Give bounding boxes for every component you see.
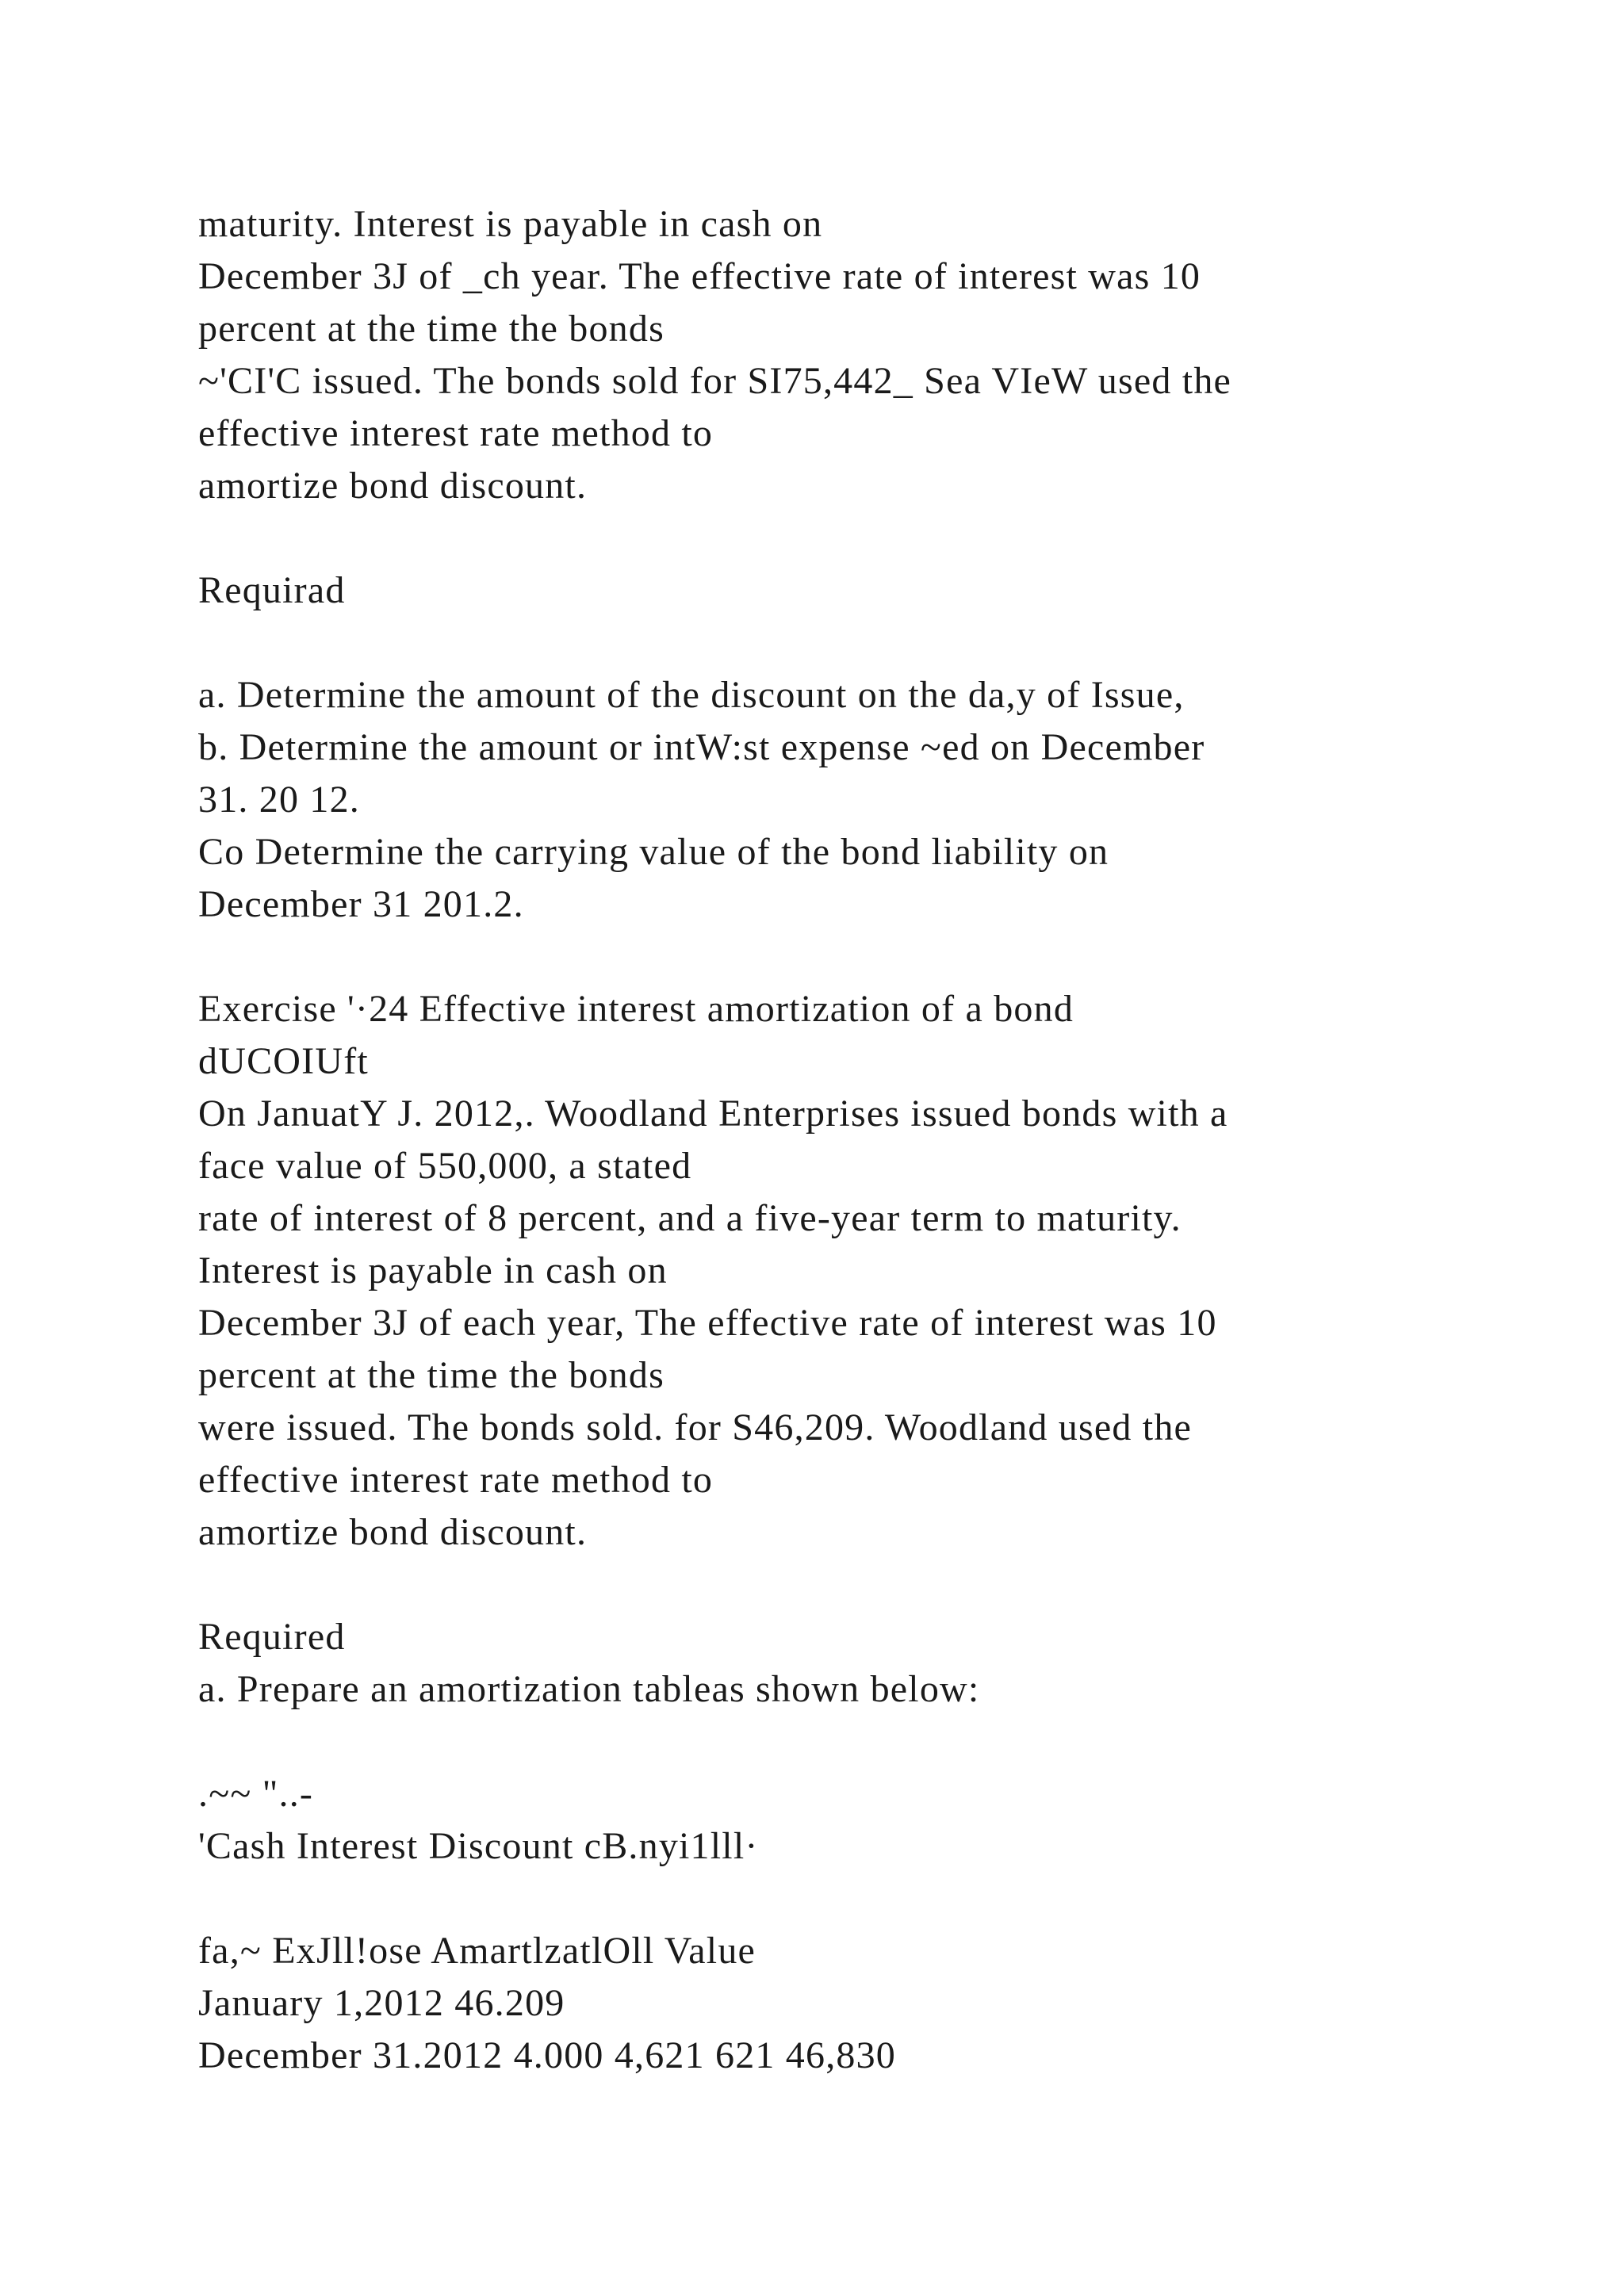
required-heading: Required: [198, 1616, 346, 1658]
text-line: maturity. Interest is payable in cash on: [198, 203, 823, 245]
required-item: Co Determine the carrying value of the bond liability on: [198, 831, 1109, 873]
required-list: [198, 669, 1546, 931]
spacer: [198, 931, 1546, 983]
required-heading: Requirad: [198, 569, 346, 611]
table-header-line: .~~ "..-: [198, 1773, 314, 1815]
document-text: [198, 198, 1546, 2082]
text-line: ~'CI'C issued. The bonds sold for SI75,442_ Sea VIeW used the: [198, 360, 1232, 402]
text-line: dUCOIUft: [198, 1040, 369, 1082]
table-header-line: 'Cash Interest Discount cB.nyi1lll·: [198, 1825, 759, 1867]
text-line: effective interest rate method to: [198, 1459, 714, 1501]
text-line: effective interest rate method to: [198, 412, 714, 454]
spacer: [198, 1873, 1546, 1925]
required-item: December 31 201.2.: [198, 883, 524, 925]
text-line: December 3J of _ch year. The effective rate of interest was 10: [198, 255, 1201, 297]
table-row: December 31.2012 4.000 4,621 621 46,830: [198, 2034, 897, 2076]
text-line: amortize bond discount.: [198, 465, 588, 507]
text-line: December 3J of each year, The effective rate of interest was 10: [198, 1302, 1217, 1344]
exercise-paragraph: [198, 983, 1546, 1559]
text-line: percent at the time the bonds: [198, 1354, 665, 1396]
required-item: 31. 20 12.: [198, 779, 360, 821]
text-line: Interest is payable in cash on: [198, 1249, 668, 1292]
text-line: face value of 550,000, a stated: [198, 1145, 692, 1187]
text-line: On JanuatY J. 2012,. Woodland Enterprises issued bonds with a: [198, 1093, 1228, 1135]
text-line: amortize bond discount.: [198, 1511, 588, 1553]
intro-paragraph: [198, 198, 1546, 512]
required-item: a. Determine the amount of the discount on the da,y of Issue,: [198, 674, 1185, 716]
exercise-title: Exercise '·24 Effective interest amortization of a bond: [198, 988, 1074, 1030]
text-line: percent at the time the bonds: [198, 308, 665, 350]
table-header: [198, 1768, 1546, 1873]
spacer: [198, 1716, 1546, 1768]
table-row: fa,~ ExJll!ose AmartlzatlOll Value: [198, 1930, 756, 1972]
required-item: a. Prepare an amortization tableas shown below:: [198, 1668, 980, 1710]
text-line: were issued. The bonds sold. for S46,209. Woodland used the: [198, 1406, 1193, 1448]
table-body: [198, 1925, 1546, 2082]
required-item: b. Determine the amount or intW:st expense ~ed on December: [198, 726, 1205, 768]
text-line: rate of interest of 8 percent, and a five-year term to maturity.: [198, 1197, 1182, 1239]
spacer: [198, 617, 1546, 669]
spacer: [198, 512, 1546, 564]
table-row: January 1,2012 46.209: [198, 1982, 565, 2024]
spacer: [198, 1559, 1546, 1611]
